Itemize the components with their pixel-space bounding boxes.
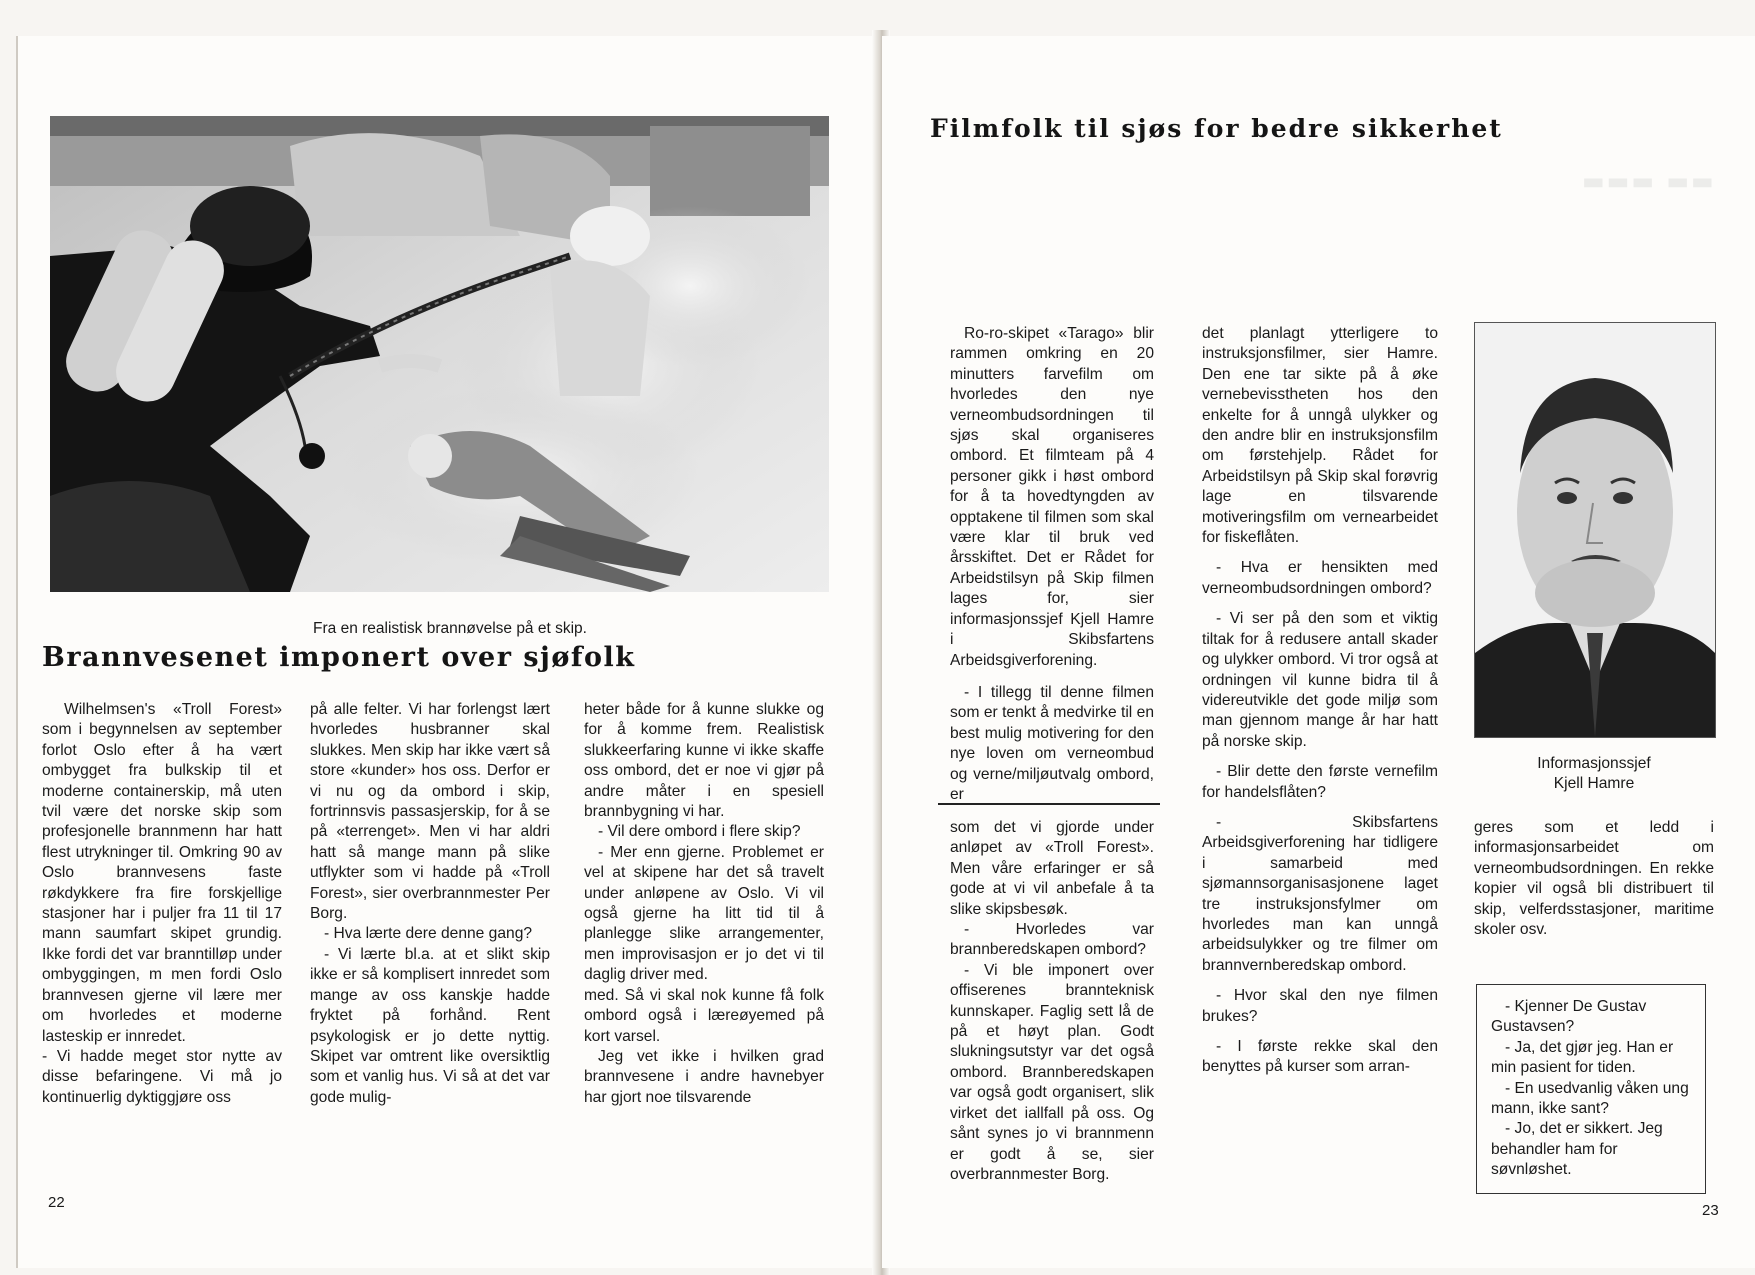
firefighter-photo	[50, 116, 829, 592]
article-paragraph: Ro-ro-skipet «Tarago» blir rammen omkring en 20 minutters farvefilm om hvorledes den nye verneombudsordningen til sjøs skal organiseres ombord. Et filmteam på 4 personer gikk i høst ombord for å ta hovedtyngden av opptakene til filmen som skal være klar til bruk ved årsskiftet. Det er Rådet for Arbeidstilsyn på Skip filmen lages for, sier informasjonssjef Kjell Hamre i Skibsfartens Arbeidsgiverforening.	[950, 325, 1154, 669]
article-paragraph: - Vi ble imponert over offiserenes brannteknisk kunnskaper. Faglig sett lå de på et høyt plan. Godt slukningsutstyr var det også ombord. Brannberedskapen var også godt organisert, slik virket det iallfall på oss. Og sånt synes jo vi brannmenn er godt å se, sier overbrannmester Borg.	[950, 961, 1154, 1183]
article-paragraph: med. Så vi skal nok kunne få folk ombord også i læreøyemed på kort varsel.	[584, 986, 824, 1045]
left-headline: Brannvesenet imponert over sjøfolk	[42, 642, 636, 673]
photo-caption: Fra en realistisk brannøvelse på et skip.	[313, 620, 587, 637]
article-paragraph: - Hva lærte dere denne gang?	[324, 925, 533, 943]
page-number: 23	[1702, 1202, 1719, 1219]
article-paragraph: - Blir dette den første vernefilm for handelsflåten?	[1202, 763, 1438, 801]
right-column-1	[950, 324, 1154, 805]
article-paragraph: på alle felter. Vi har forlengst lært hvorledes husbranner skal slukkes. Men skip har ikke vært så store «kunder» hos oss. Derfor er vi nu og da ombord i skip, fortrinnsvis passasjerskip, for å se på «terrenget». Men vi har aldri hatt så mange mann på slike utflykter som vi hadde på «Troll Forest», sier overbrannmester Per Borg.	[310, 701, 550, 923]
joke-box	[1476, 984, 1706, 1194]
firefighter-photo-icon	[50, 116, 829, 592]
right-headline: Filmfolk til sjøs for bedre sikkerhet	[930, 114, 1503, 143]
right-column-2	[1202, 324, 1438, 1078]
article-paragraph: som det vi gjorde under anløpet av «Troll Forest». Men våre erfaringer er så gode at vi vil anbefale å ta slike skipsbesøk.	[950, 819, 1154, 918]
show-through-text: ▬▬▬ ▬▬	[1582, 166, 1716, 195]
left-column-3	[584, 700, 824, 1108]
box-line: - Jo, det er sikkert. Jeg behandler ham for søvnløshet.	[1491, 1120, 1663, 1179]
right-column-3	[1474, 818, 1714, 940]
right-column-1-cont	[950, 818, 1154, 1185]
box-line: - Ja, det gjør jeg. Han er min pasient for tiden.	[1491, 1038, 1674, 1077]
article-paragraph: - Hvor skal den nye filmen brukes?	[1202, 987, 1438, 1025]
column-divider	[938, 803, 1160, 805]
portrait-photo-icon	[1475, 323, 1715, 737]
article-paragraph: Jeg vet ikke i hvilken grad brannvesene i andre havnebyer har gjort noe tilsvarende	[584, 1047, 824, 1106]
article-paragraph: - Vil dere ombord i flere skip?	[598, 823, 801, 841]
article-paragraph: Wilhelmsen's «Troll Forest» som i begynnelsen av september forlot Oslo efter å ha vært ombygget fra bulkskip til et moderne containerskip, må uten tvil være det norske skip som profesjonelle brannmenn har hatt flest utrykninger til. Omkring 90 av Oslo brannvesens faste røkdykkere fra fire forskjellige stasjoner har i puljer fra 11 til 17 mann saumfart skipet grundig. Ikke fordi det var branntilløp under ombyggingen, m men fordi Oslo brannvesen gjerne vil lære mer om hvorledes et moderne lasteskip er innredet.	[42, 701, 282, 1045]
portrait-caption-title: Informasjonssjef	[1537, 755, 1651, 772]
article-paragraph: - Hva er hensikten med verneombudsordningen ombord?	[1202, 559, 1438, 597]
portrait-caption-name: Kjell Hamre	[1553, 775, 1635, 793]
article-paragraph: - I tillegg til denne filmen som er tenkt å medvirke til en best mulig motivering for den nye loven om verneombud og verne/miljøutvalg ombord, er	[950, 683, 1154, 803]
left-page	[16, 36, 880, 1268]
page-number: 22	[48, 1194, 65, 1211]
right-page	[882, 36, 1755, 1268]
article-paragraph: - Mer enn gjerne. Problemet er vel at skipene har det så travelt under anløpene av Oslo. Vi vil også gjerne ha litt tid til å planlegge slike arrangementer, men improvisasjon er jo det vi til daglig driver med.	[584, 843, 824, 984]
portrait-photo	[1474, 322, 1716, 738]
portrait-caption	[1474, 754, 1714, 795]
article-paragraph: geres som et ledd i informasjonsarbeidet om verneombudsordningen. En rekke kopier vil også bli distribuert til skip, velferdsstasjoner, maritime skoler osv.	[1474, 819, 1714, 939]
left-column-1	[42, 700, 282, 1108]
article-paragraph: - Vi ser på den som et viktig tiltak for å redusere antall skader og ulykker ombord. Vi tror også at ordningen vil kunne bidra til å videreutvikle det gode miljø som man gjennom mange år har hatt på norske skip.	[1202, 610, 1438, 750]
article-paragraph: det planlagt ytterligere to instruksjonsfilmer, sier Hamre. Den ene tar sikte på å øke vernebevisstheten hos den enkelte for å unngå ulykker og den andre blir en instruksjonsfilm om førstehjelp. Rådet for Arbeidstilsyn på Skip skal forøvrig lage en tilsvarende motiveringsfilm om vernearbeidet for fiskeflåten.	[1202, 325, 1438, 547]
box-line: - Kjenner De Gustav Gustavsen?	[1491, 998, 1647, 1036]
article-paragraph: - Vi lærte bl.a. at et slikt skip ikke er så komplisert innredet som mange av oss kanskje hadde fryktet på forhånd. Rent psykologisk er jo dette nyttig. Skipet var omtrent like oversiktlig som et vanlig hus. Vi så at det var gode mulig-	[310, 945, 550, 1106]
article-paragraph: - Skibsfartens Arbeidsgiverforening har tidligere i samarbeid med sjømannsorganisasjonene laget tre instruksjonsfylmer om hvorledes man kan unngå arbeidsulykker og tre filmer om brannvernberedskap ombord.	[1202, 813, 1438, 974]
article-paragraph: - I første rekke skal den benyttes på kurser som arran-	[1202, 1038, 1438, 1076]
article-paragraph: heter både for å kunne slukke og for å komme frem. Realistisk slukkeerfaring kunne vi ikke skaffe oss ombord, det er noe vi gjør på andre måter i en spesiell brannbygning vi har.	[584, 701, 824, 821]
left-column-2	[310, 700, 550, 1108]
article-paragraph: - Vi hadde meget stor nytte av disse befaringene. Vi må jo kontinuerlig dyktiggjøre oss	[42, 1047, 282, 1106]
box-line: - En usedvanlig våken ung mann, ikke sant?	[1491, 1079, 1689, 1118]
article-paragraph: - Hvorledes var brannberedskapen ombord?	[950, 921, 1154, 959]
